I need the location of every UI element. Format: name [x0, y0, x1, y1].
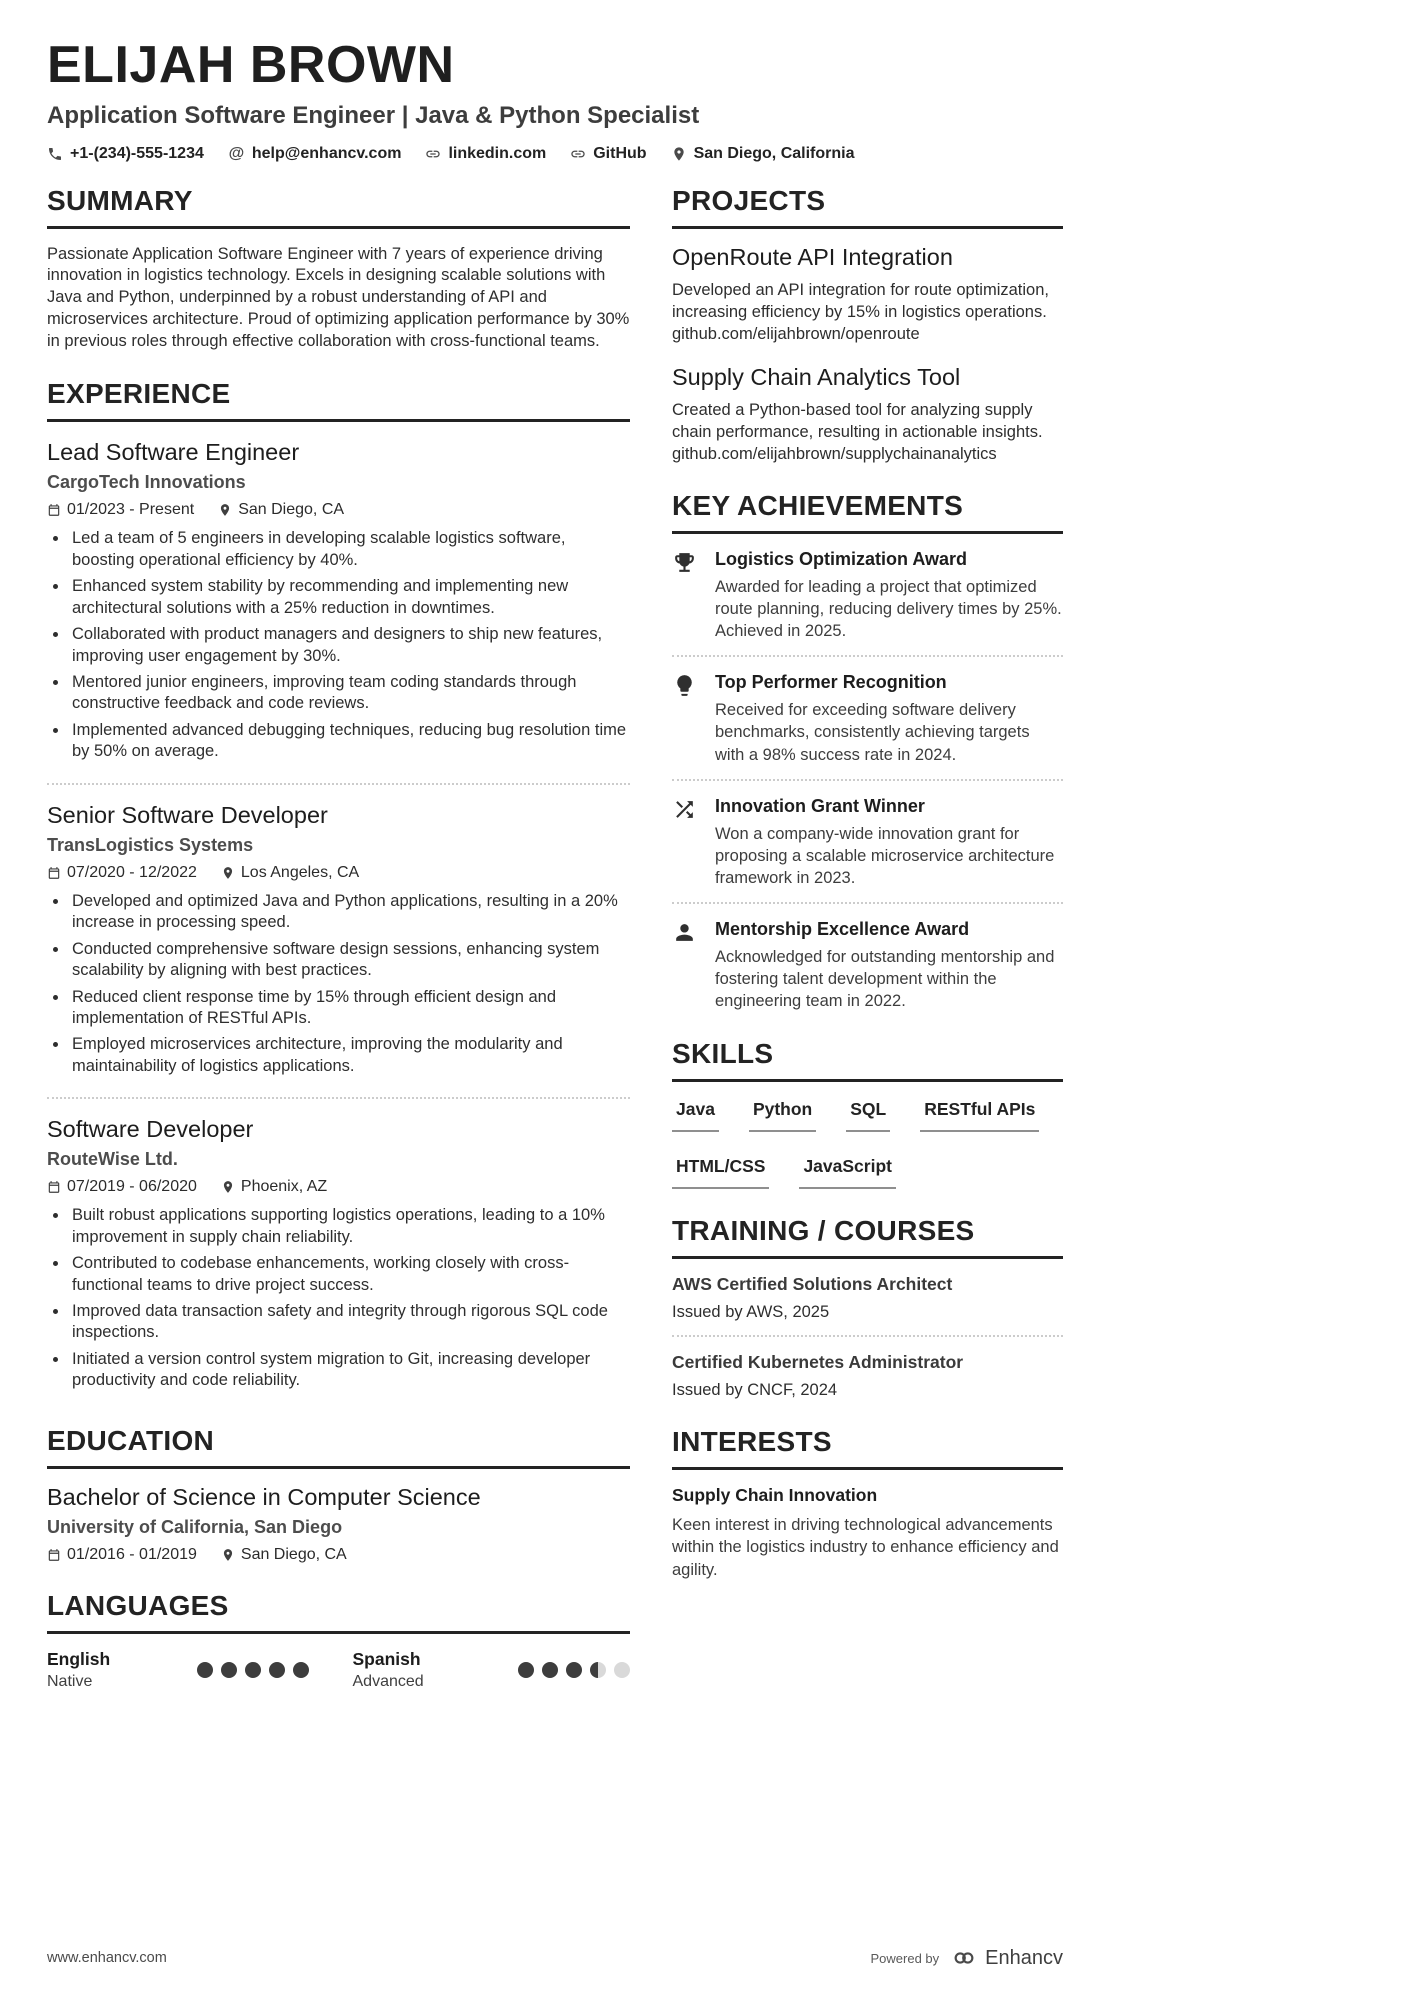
skills-section [672, 1038, 1063, 1189]
job-meta [47, 864, 630, 882]
course-issuer: Issued by CNCF, 2024 [672, 1381, 838, 1400]
interest-text: Keen interest in driving technological advancements within the logistics industry to enhance efficiency and agility. [672, 1516, 1059, 1579]
company-name: RouteWise Ltd. [47, 1149, 178, 1170]
separator [672, 779, 1063, 781]
interests-section [672, 1426, 1063, 1580]
bullet-item: • Initiated a version control system migration to Git, increasing developer productivity and code reliability. [69, 1349, 630, 1392]
contact-phone[interactable] [47, 145, 204, 163]
course-title: AWS Certified Solutions Architect [672, 1274, 953, 1295]
training-heading: TRAINING / COURSES [672, 1215, 1063, 1259]
experience-section [47, 378, 630, 1398]
job-dates-label: 01/2023 - Present [67, 501, 195, 519]
location-icon [218, 503, 232, 517]
bullet-item: • Built robust applications supporting logistics operations, leading to a 10% improvement in supply chain reliability. [69, 1205, 630, 1248]
enhancv-brand-name: Enhancv [985, 1946, 1063, 1969]
left-column [47, 185, 630, 1717]
achievements-section [672, 490, 1063, 1012]
contact-github[interactable] [570, 145, 646, 163]
education-heading: EDUCATION [47, 1425, 630, 1469]
achievement-item [672, 549, 1063, 642]
achievement-item [672, 796, 1063, 889]
skills-list [672, 1097, 1063, 1189]
right-column [672, 185, 1063, 1607]
location-icon [671, 146, 687, 162]
language-label [47, 1649, 110, 1691]
skill-item: Python [749, 1099, 816, 1132]
education-section [47, 1425, 630, 1564]
language-level-dot [269, 1662, 285, 1678]
achievement-text: Received for exceeding software delivery benchmarks, consistently achieving targets with a 98% success rate in 2024. [715, 701, 1030, 764]
summary-section [47, 185, 630, 353]
bullet-item: • Improved data transaction safety and integrity through rigorous SQL code inspections. [69, 1301, 630, 1344]
calendar-icon [47, 503, 61, 517]
company-name: TransLogistics Systems [47, 834, 254, 855]
mentorship-icon [672, 920, 697, 945]
job-location-label: Los Angeles, CA [240, 863, 360, 881]
separator [672, 1335, 1063, 1337]
course-item [672, 1274, 1063, 1322]
languages-heading: LANGUAGES [47, 1590, 630, 1634]
achievement-text: Won a company-wide innovation grant for proposing a scalable microservice architecture framework in 2023. [715, 824, 1055, 887]
interest-item [672, 1485, 1063, 1580]
job-bullets [69, 528, 630, 762]
language-level-dot [518, 1662, 534, 1678]
trophy-icon [672, 550, 697, 575]
language-name: English [47, 1648, 111, 1669]
education-location-label: San Diego, CA [240, 1545, 347, 1563]
language-level-dot [542, 1662, 558, 1678]
contact-location-label: San Diego, California [693, 144, 855, 162]
powered-by-enhancv[interactable] [871, 1945, 1064, 1971]
achievement-item [672, 919, 1063, 1012]
skill-item: JavaScript [799, 1156, 896, 1189]
school-name: University of California, San Diego [47, 1516, 343, 1537]
summary-text: Passionate Application Software Engineer with 7 years of experience driving innovation in logistics technology. Excels in designing scalable solutions with Java and Python, underpinned by a robust understanding of API and microservices architecture. Proud of optimizing application performance by 30% in previous roles through effective collaboration with cross-functional teams. [47, 244, 630, 350]
job-title: Senior Software Developer [47, 801, 328, 828]
achievement-title: Innovation Grant Winner [715, 795, 925, 816]
achievement-item [672, 672, 1063, 765]
link-icon [570, 146, 586, 162]
project-link[interactable]: github.com/elijahbrown/openroute [672, 324, 920, 343]
projects-section [672, 185, 1063, 464]
resume-body [47, 185, 1363, 1717]
language-level-dot [614, 1662, 630, 1678]
calendar-icon [47, 866, 61, 880]
job-dates-label: 07/2020 - 12/2022 [67, 863, 197, 881]
language-level-dot [566, 1662, 582, 1678]
company-name: CargoTech Innovations [47, 472, 246, 493]
skill-item: Java [672, 1099, 719, 1132]
project-description: Developed an API integration for route optimization, increasing efficiency by 15% in logistics operations. [672, 280, 1049, 321]
bullet-item: • Mentored junior engineers, improving team coding standards through constructive feedback and code reviews. [69, 672, 630, 715]
skill-item: SQL [846, 1099, 890, 1132]
projects-heading: PROJECTS [672, 185, 1063, 229]
experience-heading: EXPERIENCE [47, 378, 630, 422]
experience-entry [47, 800, 630, 1085]
job-location-label: San Diego, CA [238, 501, 345, 519]
bullet-item: • Enhanced system stability by recommending and implementing new architectural solutions with a 25% reduction in downtimes. [69, 576, 630, 619]
location-icon [221, 1548, 235, 1562]
job-bullets [69, 1205, 630, 1392]
bullet-item: • Developed and optimized Java and Python applications, resulting in a 20% increase in processing speed. [69, 891, 630, 934]
degree-title: Bachelor of Science in Computer Science [47, 1483, 481, 1510]
calendar-icon [47, 1548, 61, 1562]
separator [47, 783, 630, 785]
education-location [221, 1546, 347, 1564]
achievement-title: Logistics Optimization Award [715, 549, 968, 570]
language-level-dot [197, 1662, 213, 1678]
bullet-item: • Reduced client response time by 15% through efficient design and implementation of RESTful APIs. [69, 987, 630, 1030]
achievements-heading: KEY ACHIEVEMENTS [672, 490, 1063, 534]
interests-heading: INTERESTS [672, 1426, 1063, 1470]
language-level-dot [221, 1662, 237, 1678]
bullet-item: • Implemented advanced debugging techniques, reducing bug resolution time by 50% on average. [69, 720, 630, 763]
bullet-item: • Contributed to codebase enhancements, working closely with cross-functional teams to drive project success. [69, 1253, 630, 1296]
skill-item: HTML/CSS [672, 1156, 769, 1189]
email-icon: @ [228, 144, 245, 162]
phone-icon [47, 146, 63, 162]
contact-location [671, 145, 855, 163]
bullet-item: • Led a team of 5 engineers in developing scalable logistics software, boosting operational efficiency by 40%. [69, 528, 630, 571]
languages-list [47, 1649, 630, 1691]
experience-entry [47, 437, 630, 769]
interest-title: Supply Chain Innovation [672, 1485, 878, 1506]
languages-section [47, 1590, 630, 1691]
link-icon [425, 146, 441, 162]
education-dates [47, 1546, 197, 1564]
contact-email[interactable] [228, 145, 402, 163]
project-entry [672, 364, 1063, 464]
achievement-text: Acknowledged for outstanding mentorship and fostering talent development within the engineering team in 2022. [715, 948, 1055, 1011]
contact-email-label: help@enhancv.com [251, 144, 402, 162]
job-meta [47, 501, 630, 519]
course-issuer: Issued by AWS, 2025 [672, 1303, 830, 1322]
education-meta [47, 1546, 630, 1564]
language-level-dot [245, 1662, 261, 1678]
language-label [353, 1649, 424, 1691]
course-title: Certified Kubernetes Administrator [672, 1352, 964, 1373]
job-dates [47, 864, 197, 882]
achievement-title: Mentorship Excellence Award [715, 919, 970, 940]
powered-by-label: Powered by [870, 1950, 940, 1966]
job-dates-label: 07/2019 - 06/2020 [67, 1178, 197, 1196]
calendar-icon [47, 1180, 61, 1194]
enhancv-site-link[interactable]: www.enhancv.com [47, 1950, 167, 1966]
job-location [221, 1178, 327, 1196]
lightbulb-icon [672, 673, 697, 698]
education-dates-label: 01/2016 - 01/2019 [67, 1545, 197, 1563]
job-dates [47, 1178, 197, 1196]
language-level-dot [293, 1662, 309, 1678]
location-icon [221, 866, 235, 880]
resume-header [47, 38, 1363, 163]
innovation-icon [672, 797, 697, 822]
page-footer [47, 1945, 1063, 1971]
skills-heading: SKILLS [672, 1038, 1063, 1082]
job-title: Lead Software Engineer [47, 439, 300, 466]
language-level-dot [590, 1662, 606, 1678]
job-location [218, 501, 344, 519]
project-title: OpenRoute API Integration [672, 243, 953, 270]
summary-heading: SUMMARY [47, 185, 630, 229]
contact-linkedin[interactable] [425, 145, 546, 163]
candidate-name: ELIJAH BROWN [47, 36, 455, 94]
language-level: Native [47, 1672, 93, 1690]
contact-row [47, 145, 1363, 163]
language-rating [518, 1662, 630, 1678]
experience-entry [47, 1114, 630, 1399]
job-location [221, 864, 359, 882]
skill-item: RESTful APIs [920, 1099, 1039, 1132]
language-name: Spanish [352, 1648, 421, 1669]
contact-github-label: GitHub [593, 144, 647, 162]
job-location-label: Phoenix, AZ [240, 1178, 328, 1196]
job-title: Software Developer [47, 1116, 254, 1143]
achievement-text: Awarded for leading a project that optimized route planning, reducing delivery times by 25%. Achieved in 2025. [715, 578, 1062, 641]
contact-phone-label: +1-(234)-555-1234 [70, 144, 204, 162]
candidate-headline: Application Software Engineer | Java & Python Specialist [47, 101, 700, 129]
achievement-title: Top Performer Recognition [715, 672, 947, 693]
job-bullets [69, 891, 630, 1078]
training-section [672, 1215, 1063, 1400]
separator [47, 1097, 630, 1099]
language-rating [197, 1662, 309, 1678]
project-link[interactable]: github.com/elijahbrown/supplychainanalytics [672, 445, 997, 464]
separator [672, 902, 1063, 904]
project-title: Supply Chain Analytics Tool [672, 363, 961, 390]
language-item [47, 1649, 339, 1691]
location-icon [221, 1180, 235, 1194]
separator [672, 655, 1063, 657]
contact-linkedin-label: linkedin.com [448, 144, 547, 162]
course-item [672, 1352, 1063, 1400]
language-level: Advanced [352, 1672, 424, 1690]
job-dates [47, 501, 194, 519]
bullet-item: • Conducted comprehensive software design sessions, enhancing system scalability by aligning with best practices. [69, 939, 630, 982]
bullet-item: • Employed microservices architecture, improving the modularity and maintainability of logistics applications. [69, 1034, 630, 1077]
project-entry [672, 244, 1063, 344]
bullet-item: • Collaborated with product managers and designers to ship new features, improving user engagement by 30%. [69, 624, 630, 667]
language-item [339, 1649, 631, 1691]
enhancv-logo-icon [951, 1945, 977, 1971]
project-description: Created a Python-based tool for analyzing supply chain performance, resulting in actionable insights. [672, 400, 1043, 441]
job-meta [47, 1178, 630, 1196]
